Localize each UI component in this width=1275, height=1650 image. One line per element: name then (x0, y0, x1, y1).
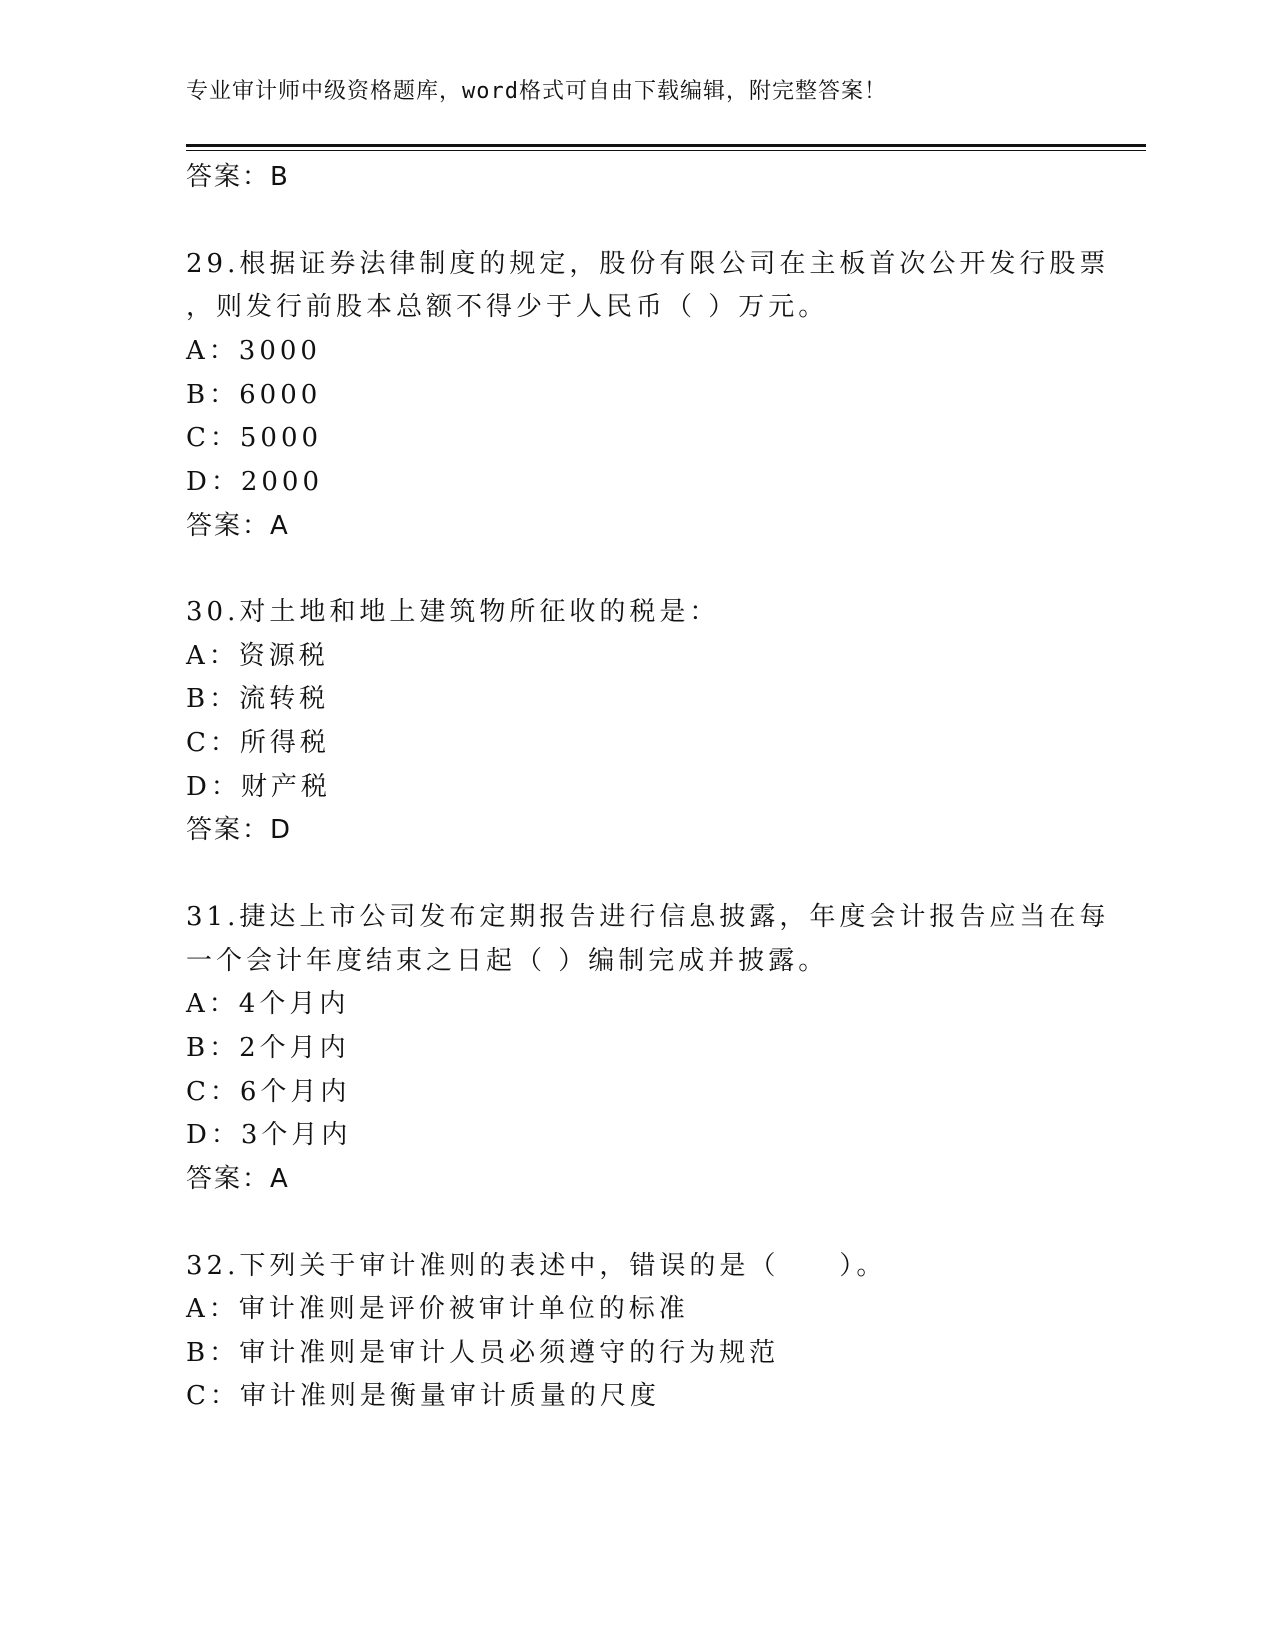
question-32-stem: 32.下列关于审计准则的表述中，错误的是（ ）。 (186, 1251, 887, 1281)
question-32-option-c: C：审计准则是衡量审计质量的尺度 (186, 1381, 660, 1411)
question-31-answer: 答案：A (186, 1164, 290, 1194)
question-29-option-c: C：5000 (186, 423, 323, 453)
header-rule-thick (186, 144, 1146, 147)
question-31-option-a: A：4个月内 (186, 989, 350, 1019)
question-31-option-b: B：2个月内 (186, 1033, 350, 1063)
question-31-stem-line-2: 一个会计年度结束之日起（ ）编制完成并披露。 (186, 946, 829, 976)
question-31-option-c: C：6个月内 (186, 1077, 351, 1107)
question-30-stem: 30.对土地和地上建筑物所征收的税是： (186, 597, 720, 627)
question-29-stem-line-1: 29.根据证券法律制度的规定，股份有限公司在主板首次公开发行股票 (186, 249, 1110, 279)
previous-answer: 答案：B (186, 162, 290, 192)
question-30-option-a: A：资源税 (186, 641, 329, 671)
page-header: 专业审计师中级资格题库，word格式可自由下载编辑，附完整答案！ (186, 79, 887, 104)
question-31-option-d: D：3个月内 (186, 1120, 352, 1150)
question-30-option-c: C：所得税 (186, 728, 330, 758)
header-rule-thin (186, 150, 1146, 151)
question-32-option-b: B：审计准则是审计人员必须遵守的行为规范 (186, 1338, 780, 1368)
question-31-stem-line-1: 31.捷达上市公司发布定期报告进行信息披露，年度会计报告应当在每 (186, 902, 1110, 932)
question-30-answer: 答案：D (186, 815, 293, 845)
question-29-option-a: A：3000 (186, 336, 321, 366)
question-29-stem-line-2: ，则发行前股本总额不得少于人民币（ ）万元。 (186, 292, 829, 322)
question-32-option-a: A：审计准则是评价被审计单位的标准 (186, 1294, 689, 1324)
question-29-answer: 答案：A (186, 511, 290, 541)
question-30-option-b: B：流转税 (186, 684, 330, 714)
question-29-option-b: B：6000 (186, 380, 322, 410)
question-30-option-d: D：财产税 (186, 772, 331, 802)
question-29-option-d: D：2000 (186, 467, 324, 497)
